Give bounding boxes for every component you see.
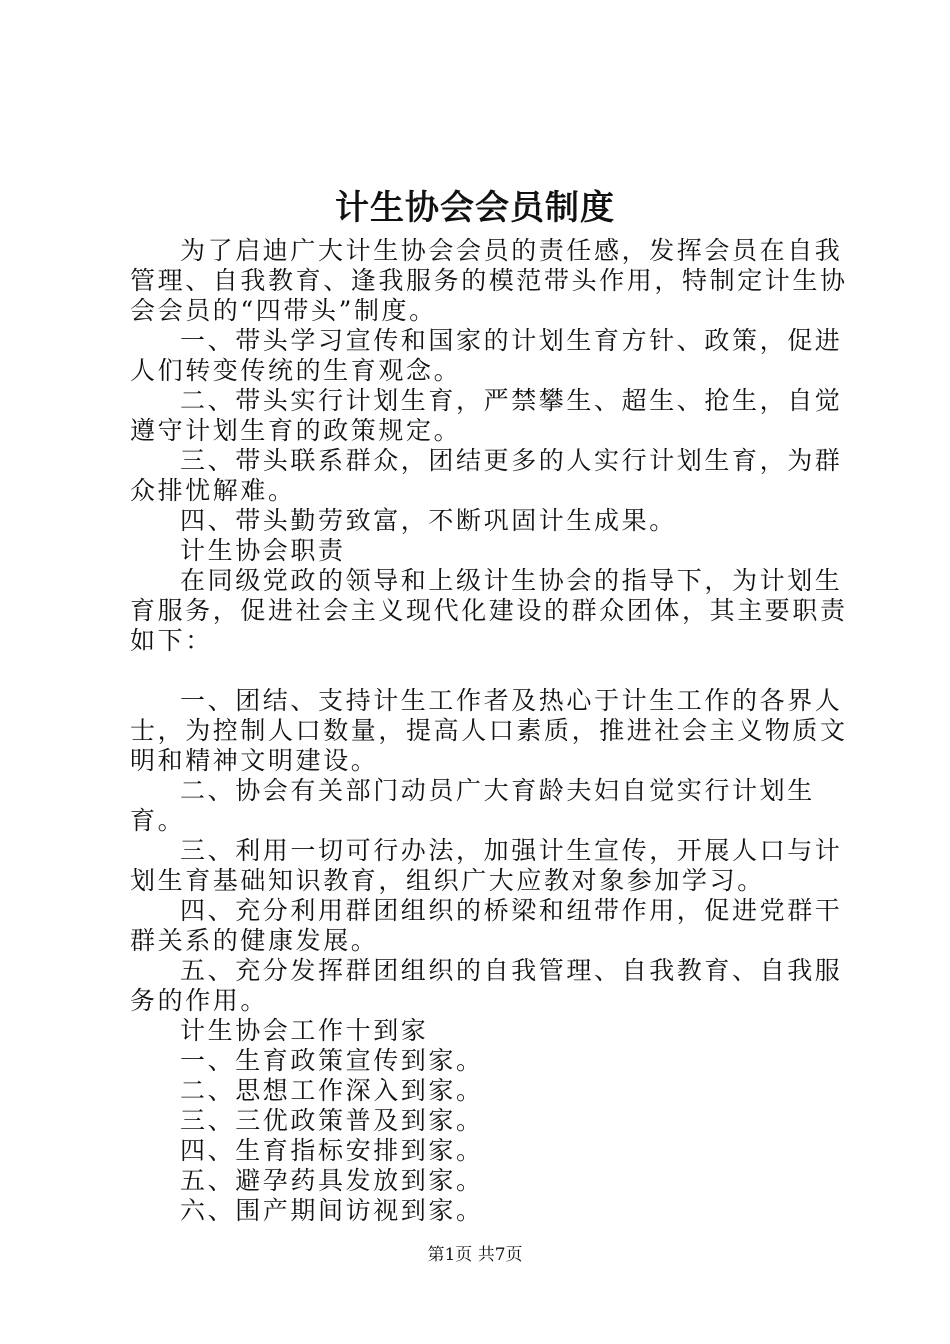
paragraph: 为了启迪广大计生协会会员的责任感，发挥会员在自我管理、自我教育、逢我服务的模范带头作用，特制定计生协会会员的“四带头”制度。 [130, 236, 848, 325]
paragraph: 一、团结、支持计生工作者及热心于计生工作的各界人士，为控制人口数量，提高人口素质，推进社会主义物质文明和精神文明建设。 [130, 686, 848, 775]
paragraph: 三、带头联系群众，团结更多的人实行计划生育，为群众排忧解难。 [130, 446, 843, 505]
paragraph: 二、协会有关部门动员广大育龄夫妇自觉实行计划生育。 [130, 776, 815, 835]
blank-line [130, 656, 850, 686]
list-item: 一、生育政策宣传到家。 [180, 1046, 484, 1075]
page-footer: 第1页 共7页 [427, 1245, 523, 1265]
paragraph: 二、带头实行计划生育，严禁攀生、超生、抢生，自觉遵守计划生育的政策规定。 [130, 386, 843, 445]
list-item: 二、思想工作深入到家。 [180, 1076, 484, 1105]
list-item: 六、围产期间访视到家。 [180, 1196, 484, 1225]
paragraph: 五、充分发挥群团组织的自我管理、自我教育、自我服务的作用。 [130, 956, 843, 1015]
list-item: 五、避孕药具发放到家。 [180, 1166, 484, 1195]
section-heading: 计生协会工作十到家 [180, 1016, 429, 1045]
paragraph: 四、充分利用群团组织的桥梁和纽带作用，促进党群干群关系的健康发展。 [130, 896, 843, 955]
section-heading: 计生协会职责 [180, 536, 346, 565]
paragraph: 三、利用一切可行办法，加强计生宣传，开展人口与计划生育基础知识教育，组织广大应教对象参加学习。 [130, 836, 843, 895]
paragraph: 四、带头勤劳致富，不断巩固计生成果。 [180, 506, 677, 535]
paragraph: 在同级党政的领导和上级计生协会的指导下，为计划生育服务，促进社会主义现代化建设的群众团体，其主要职责如下： [130, 566, 848, 655]
document-body [130, 236, 850, 1226]
list-item: 三、三优政策普及到家。 [180, 1106, 484, 1135]
document-title: 计生协会会员制度 [335, 188, 615, 228]
list-item: 四、生育指标安排到家。 [180, 1136, 484, 1165]
paragraph: 一、带头学习宣传和国家的计划生育方针、政策，促进人们转变传统的生育观念。 [130, 326, 843, 385]
